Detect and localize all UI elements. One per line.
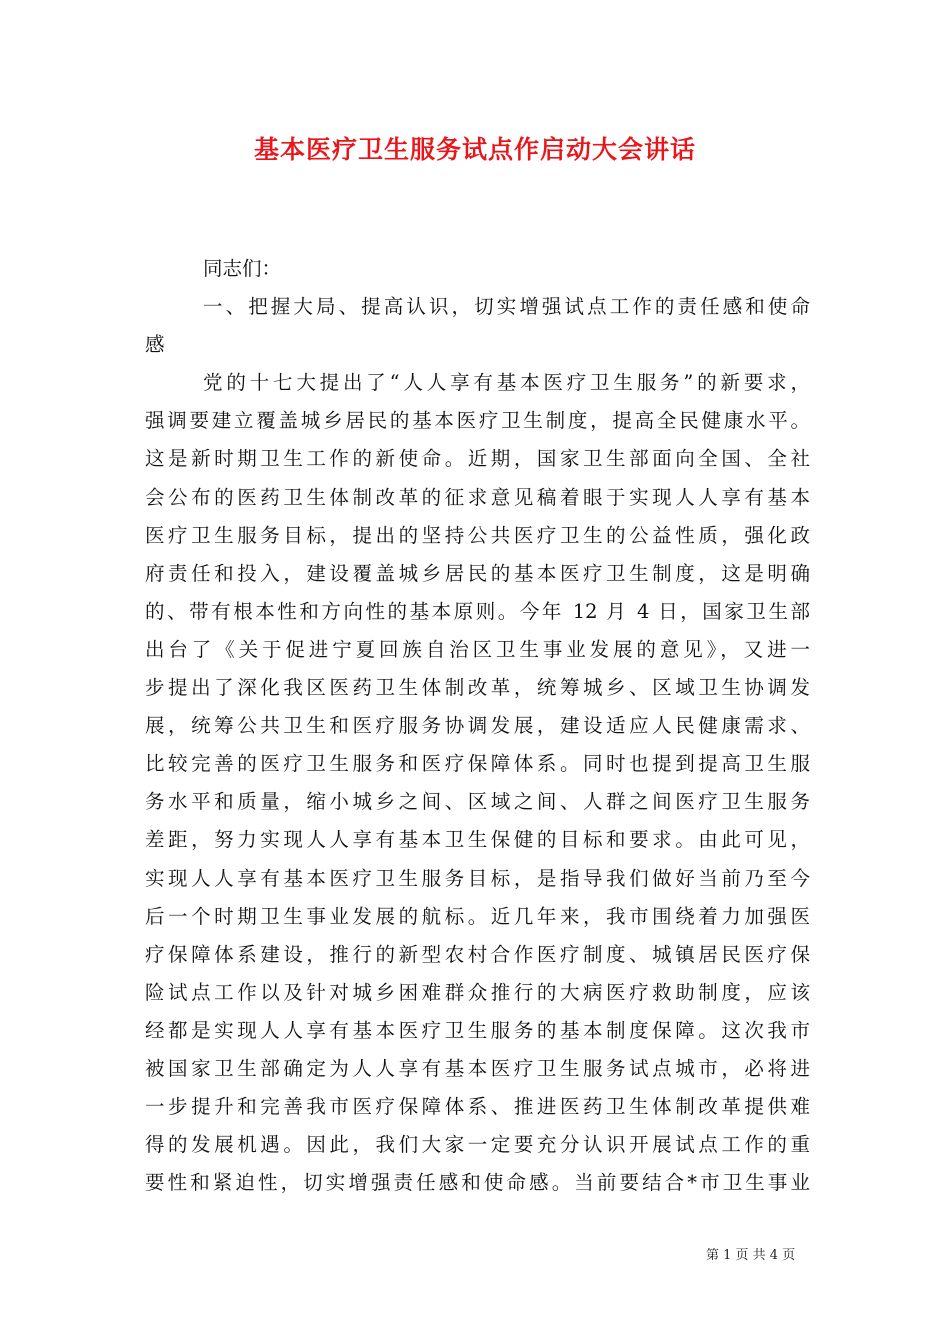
body-line: 一、把握大局、提高认识，切实增强试点工作的责任感和使命 (203, 295, 810, 319)
body-line: 险试点工作以及针对城乡困难群众推行的大病医疗救助制度，应该 (145, 980, 810, 1004)
body-line: 得的发展机遇。因此，我们大家一定要充分认识开展试点工作的重 (145, 1133, 810, 1157)
body-line: 出台了《关于促进宁夏回族自治区卫生事业发展的意见》，又进一 (145, 637, 810, 661)
body-line: 步提出了深化我区医药卫生体制改革，统筹城乡、区域卫生协调发 (145, 676, 810, 700)
body-line: 医疗卫生服务目标，提出的坚持公共医疗卫生的公益性质，强化政 (145, 523, 810, 547)
body-line: 感 (145, 333, 165, 357)
salutation-line: 同志们： (203, 257, 282, 280)
body-line: 这是新时期卫生工作的新使命。近期，国家卫生部面向全国、全社 (145, 447, 810, 471)
page-footer: 第 1 页 共 4 页 (706, 1248, 796, 1263)
body-line: 比较完善的医疗卫生服务和医疗保障体系。同时也提到提高卫生服 (145, 752, 810, 776)
body-line: 差距，努力实现人人享有基本卫生保健的目标和要求。由此可见， (145, 828, 810, 852)
body-line: 党的十七大提出了“人人享有基本医疗卫生服务”的新要求， (203, 371, 810, 395)
body-line: 一步提升和完善我市医疗保障体系、推进医药卫生体制改革提供难 (145, 1095, 810, 1119)
body-line: 后一个时期卫生事业发展的航标。近几年来，我市围绕着力加强医 (145, 904, 810, 928)
body-line: 会公布的医药卫生体制改革的征求意见稿着眼于实现人人享有基本 (145, 485, 810, 509)
body-line: 疗保障体系建设，推行的新型农村合作医疗制度、城镇居民医疗保 (145, 942, 810, 966)
body-line: 经都是实现人人享有基本医疗卫生服务的基本制度保障。这次我市 (145, 1018, 810, 1042)
body-line: 被国家卫生部确定为人人享有基本医疗卫生服务试点城市，必将进 (145, 1056, 810, 1080)
body-line: 府责任和投入，建设覆盖城乡居民的基本医疗卫生制度，这是明确 (145, 561, 810, 585)
body-line: 实现人人享有基本医疗卫生服务目标，是指导我们做好当前乃至今 (145, 866, 810, 890)
body-line: 要性和紧迫性，切实增强责任感和使命感。当前要结合*市卫生事业 (145, 1171, 810, 1195)
body-line: 展，统筹公共卫生和医疗服务协调发展，建设适应人民健康需求、 (145, 714, 810, 738)
document-body (145, 250, 810, 1202)
body-line: 务水平和质量，缩小城乡之间、区域之间、人群之间医疗卫生服务 (145, 790, 810, 814)
body-line: 强调要建立覆盖城乡居民的基本医疗卫生制度，提高全民健康水平。 (145, 409, 810, 433)
body-line: 的、带有根本性和方向性的基本原则。今年 12 月 4 日，国家卫生部 (145, 599, 810, 623)
document-title: 基本医疗卫生服务试点作启动大会讲话 (253, 135, 696, 164)
